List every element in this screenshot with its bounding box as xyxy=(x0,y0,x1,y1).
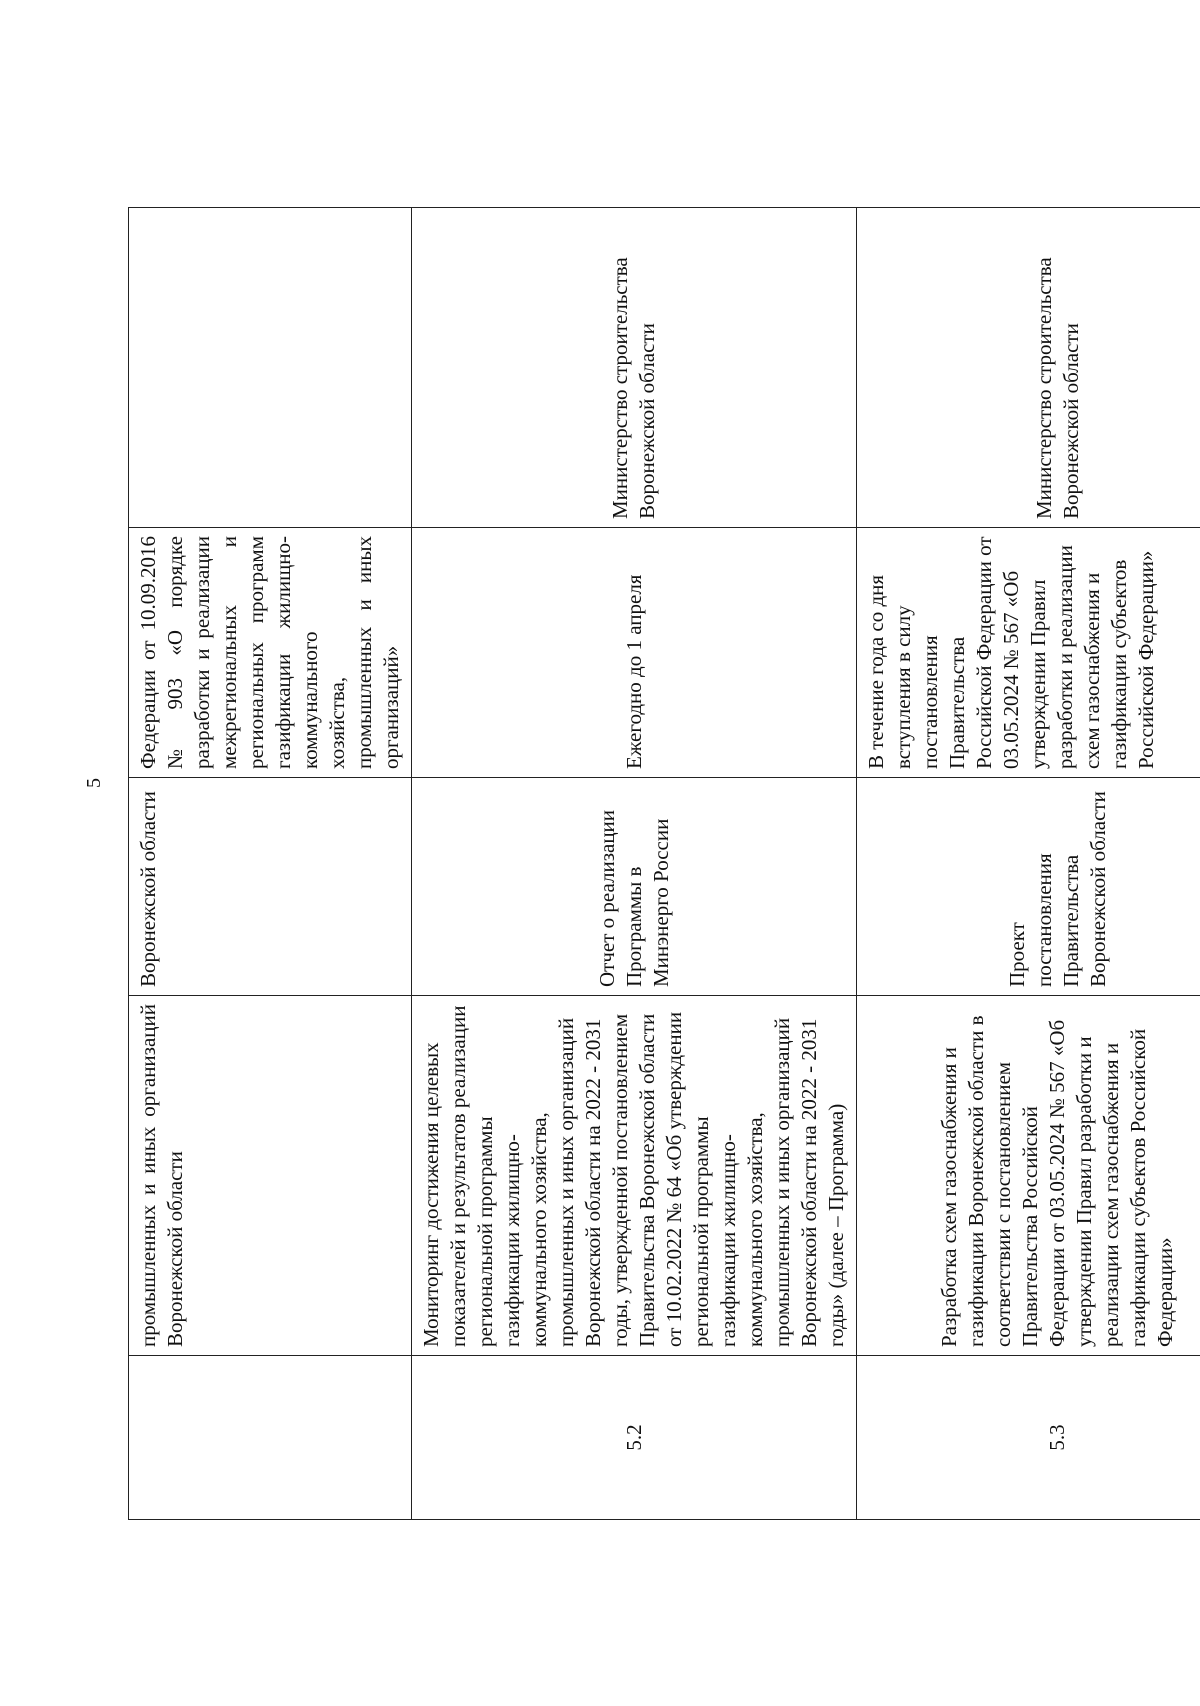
row-number-cell xyxy=(129,1356,412,1520)
deadline-cell: Ежегодно до 1 апреля xyxy=(412,528,857,778)
table-row xyxy=(129,208,412,1520)
table-row xyxy=(412,208,857,1520)
measures-table xyxy=(128,207,1200,1520)
deadline-cell: В течение года со дня вступления в силу постановления Правительства Российской Федерации от 03.05.2024 № 567 «Об утверждении Правил разработки и реализации схем газоснабжения и газификации субъектов Российской Федерации» xyxy=(857,528,1200,778)
measure-cell: Мониторинг достижения целевых показателей и результатов реализации региональной программы газификации жилищно-коммунального хозяйства, промышленных и иных организаций Воронежской области на 2022 - 2031 годы, утвержденной постановлением Правительства Воронежской области от 10.02.2022 № 64 «Об утверждении региональной программы газификации жилищно-коммунального хозяйства, промышленных и иных организаций Воронежской области на 2022 - 2031 годы» (далее – Программа) xyxy=(412,996,857,1356)
table-row xyxy=(857,208,1200,1520)
result-cell: Воронежской области xyxy=(129,778,412,996)
executor-cell xyxy=(129,208,412,528)
measure-cell: промышленных и иных организаций Воронежской области xyxy=(129,996,412,1356)
deadline-cell: Федерации от 10.09.2016 № 903 «О порядке разработки и реализации межрегиональных и региональных программ газификации жилищно-коммунального хозяйства, промышленных и иных организаций» xyxy=(129,528,412,778)
result-cell: Отчет о реализации Программы в Минэнерго России xyxy=(412,778,857,996)
executor-cell: Министерство строительства Воронежской области xyxy=(857,208,1200,528)
result-cell: Проект постановления Правительства Воронежской области xyxy=(857,778,1200,996)
executor-cell: Министерство строительства Воронежской области xyxy=(412,208,857,528)
row-number-cell: 5.3 xyxy=(857,1356,1200,1520)
measures-table-wrapper xyxy=(128,208,1200,1520)
measure-cell: Разработка схем газоснабжения и газификации Воронежской области в соответствии с постановлением Правительства Российской Федерации от 03.05.2024 № 567 «Об утверждении Правил разработки и реализации схем газоснабжения и газификации субъектов Российской Федерации» xyxy=(857,996,1200,1356)
row-number-cell: 5.2 xyxy=(412,1356,857,1520)
page-number: 5 xyxy=(83,778,105,788)
